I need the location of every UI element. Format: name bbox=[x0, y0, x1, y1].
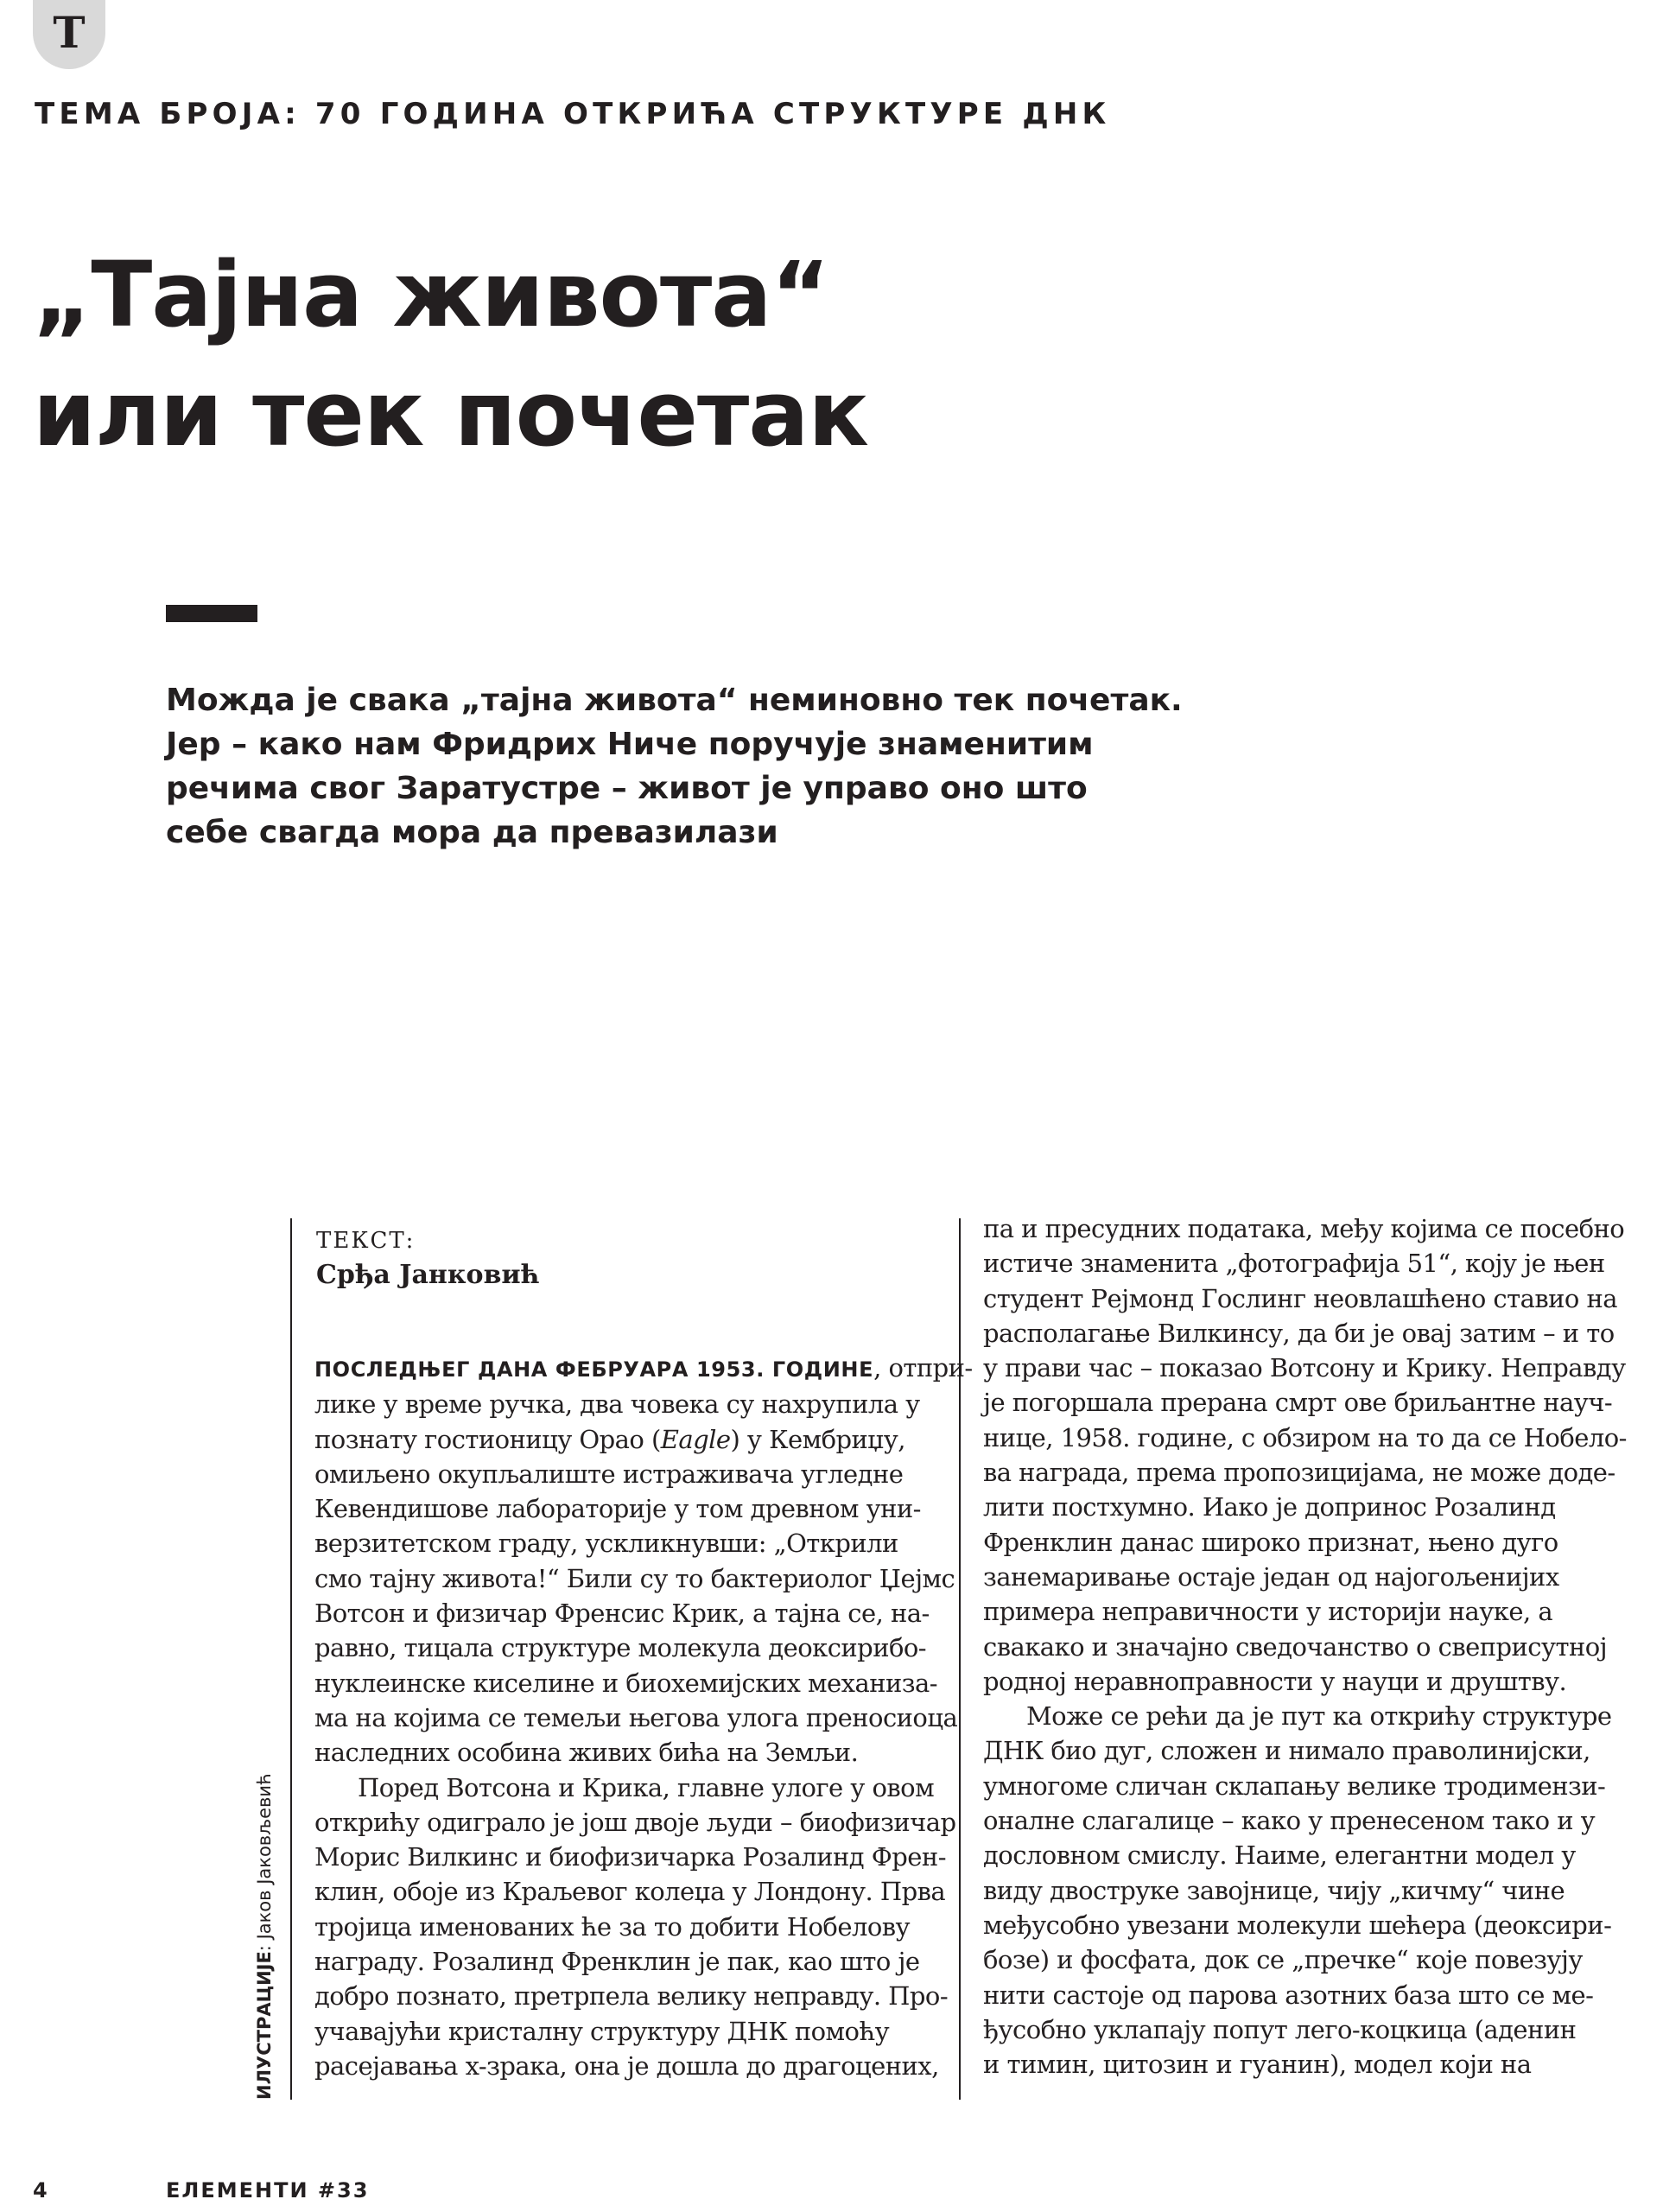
section-badge bbox=[33, 0, 105, 69]
article-line: умногоме сличан склапању велике тродимензи- bbox=[983, 1770, 1606, 1801]
article-line: наследних особина живих бића на Земљи. bbox=[314, 1738, 859, 1768]
article-line: ђусобно уклапају попут лего-коцкица (аденин bbox=[983, 2014, 1577, 2044]
article-line: расејавања x-зрака, она је дошла до драгоцених, bbox=[314, 2050, 939, 2081]
article-line: ПОСЛЕДЊЕГ ДАНА ФЕБРУАРА 1953. ГОДИНЕ, отпри- bbox=[314, 1353, 973, 1382]
lede-line: Јер – како нам Фридрих Ниче поручује знаменитим bbox=[166, 727, 1094, 762]
lede-line: себе свагда мора да превазилази bbox=[166, 815, 778, 850]
article-line: Вотсон и физичар Френсис Крик, а тајна се, на- bbox=[314, 1599, 930, 1629]
byline-label: ТЕКСТ: bbox=[316, 1228, 416, 1254]
lede-line: речима свог Заратустре – живот је управо оно што bbox=[166, 771, 1088, 806]
article-line: дословном смислу. Наиме, елегантни модел у bbox=[983, 1840, 1576, 1871]
article-line: Кевендишове лабораторије у том древном уни- bbox=[314, 1494, 921, 1524]
article-line: верзитетском граду, ускликнувши: „Открили bbox=[314, 1529, 898, 1559]
article-line: лике у време ручка, два човека су нахрупила у bbox=[314, 1389, 920, 1420]
article-line: истиче знаменита „фотографија 51“, коју је њен bbox=[983, 1249, 1605, 1279]
article-line: оналне слагалице – како у пренесеном тако и у bbox=[983, 1806, 1596, 1836]
section-badge-letter: Т bbox=[53, 6, 86, 58]
magazine-issue-label: ЕЛЕМЕНТИ #33 bbox=[166, 2178, 370, 2202]
article-line: занемаривање остаје један од најогољенијих bbox=[983, 1561, 1559, 1592]
illustration-credit-label: ИЛУСТРАЦИЈЕ bbox=[254, 1951, 275, 2100]
article-line: познату гостионицу Орао (Eagle) у Кембриџу, bbox=[314, 1424, 905, 1454]
article-line: па и пресудних података, међу којима се посебно bbox=[983, 1214, 1625, 1243]
article-line: Френклин данас широко признат, њено дуго bbox=[983, 1527, 1558, 1557]
article-lede bbox=[166, 678, 1203, 855]
article-line: ма на којима се темељи његова улога преносиоца bbox=[314, 1702, 958, 1732]
article-line: нити састоје од парова азотних база што се ме- bbox=[983, 1980, 1594, 2010]
issue-theme-kicker: ТЕМА БРОЈА: 70 ГОДИНА ОТКРИЋА СТРУКТУРЕ ДНК bbox=[35, 97, 1111, 131]
article-line: Може се рећи да је пут ка открићу структуре bbox=[1026, 1701, 1612, 1732]
title-dash-rule bbox=[166, 605, 257, 622]
illustration-credit-name: : Јаков Јаковљевић bbox=[254, 1773, 275, 1952]
article-line: виду двоструке завојнице, чију „кичму“ чине bbox=[983, 1875, 1565, 1905]
article-line: и тимин, цитозин и гуанин), модел који на bbox=[983, 2050, 1532, 2080]
page-number: 4 bbox=[33, 2178, 49, 2202]
article-lead-in: ПОСЛЕДЊЕГ ДАНА ФЕБРУАРА 1953. ГОДИНЕ bbox=[314, 1357, 874, 1382]
article-title-line-2: или тек почетак bbox=[33, 361, 869, 467]
article-line: свакако и значајно сведочанство о свеприсутној bbox=[983, 1631, 1608, 1662]
lede-line: Можда је свака „тајна живота“ неминовно тек почетак. bbox=[166, 683, 1183, 718]
article-line: родној неравноправности у науци и друштву. bbox=[983, 1666, 1567, 1696]
article-line: ва награда, према пропозицијама, не може доде- bbox=[983, 1458, 1615, 1488]
article-line: студент Рејмонд Гослинг неовлашћено ставио на bbox=[983, 1283, 1618, 1313]
article-line: открићу одиграло је још двоје људи – биофизичар bbox=[314, 1807, 956, 1837]
article-title bbox=[33, 235, 868, 474]
article-line: у прави час – показао Вотсону и Крику. Неправду bbox=[983, 1353, 1626, 1383]
article-line: нице, 1958. године, с обзиром на то да се Нобело- bbox=[983, 1422, 1627, 1452]
byline-author: Срђа Јанковић bbox=[316, 1260, 540, 1290]
article-column-2 bbox=[983, 1211, 1640, 2082]
article-line: равно, тицала структуре молекула деоксирибо- bbox=[314, 1633, 927, 1663]
article-column-1 bbox=[314, 1351, 971, 2083]
article-line: Поред Вотсона и Крика, главне улоге у овом bbox=[358, 1772, 935, 1802]
illustration-credit bbox=[252, 1773, 276, 2100]
article-line: нуклеинске киселине и биохемијских механиза- bbox=[314, 1668, 938, 1698]
article-line: омиљено окупљалиште истраживача угледне bbox=[314, 1459, 904, 1489]
article-line: награду. Розалинд Френклин је пак, као што је bbox=[314, 1947, 920, 1977]
column-rule-left bbox=[290, 1218, 292, 2100]
article-line: бозе) и фосфата, док се „пречке“ које повезују bbox=[983, 1945, 1583, 1975]
article-title-line-1: „Тајна живота“ bbox=[33, 242, 829, 347]
article-line: располагање Вилкинсу, да би је овај затим – и то bbox=[983, 1318, 1615, 1348]
article-line: учавајући кристалну структуру ДНК помоћу bbox=[314, 2016, 890, 2046]
article-line: клин, обоје из Краљевог колеџа у Лондону. Прва bbox=[314, 1877, 946, 1907]
article-line: је погоршала прерана смрт ове бриљантне науч- bbox=[983, 1388, 1613, 1418]
article-line: лити постхумно. Иако је допринос Розалинд bbox=[983, 1492, 1556, 1522]
article-line: смо тајну живота!“ Били су то бактериолог Џејмс bbox=[314, 1563, 955, 1593]
article-line: тројица именованих ће за то добити Нобелову bbox=[314, 1911, 911, 1942]
article-line: добро познато, претрпела велику неправду. Про- bbox=[314, 1981, 949, 2012]
article-line: примера неправичности у историји науке, а bbox=[983, 1597, 1553, 1627]
article-line: међусобно увезани молекули шећера (деоксири- bbox=[983, 1910, 1612, 1940]
article-line: Морис Вилкинс и биофизичарка Розалинд Френ- bbox=[314, 1842, 946, 1872]
article-line: ДНК био дуг, сложен и нимало праволинијски, bbox=[983, 1736, 1590, 1766]
